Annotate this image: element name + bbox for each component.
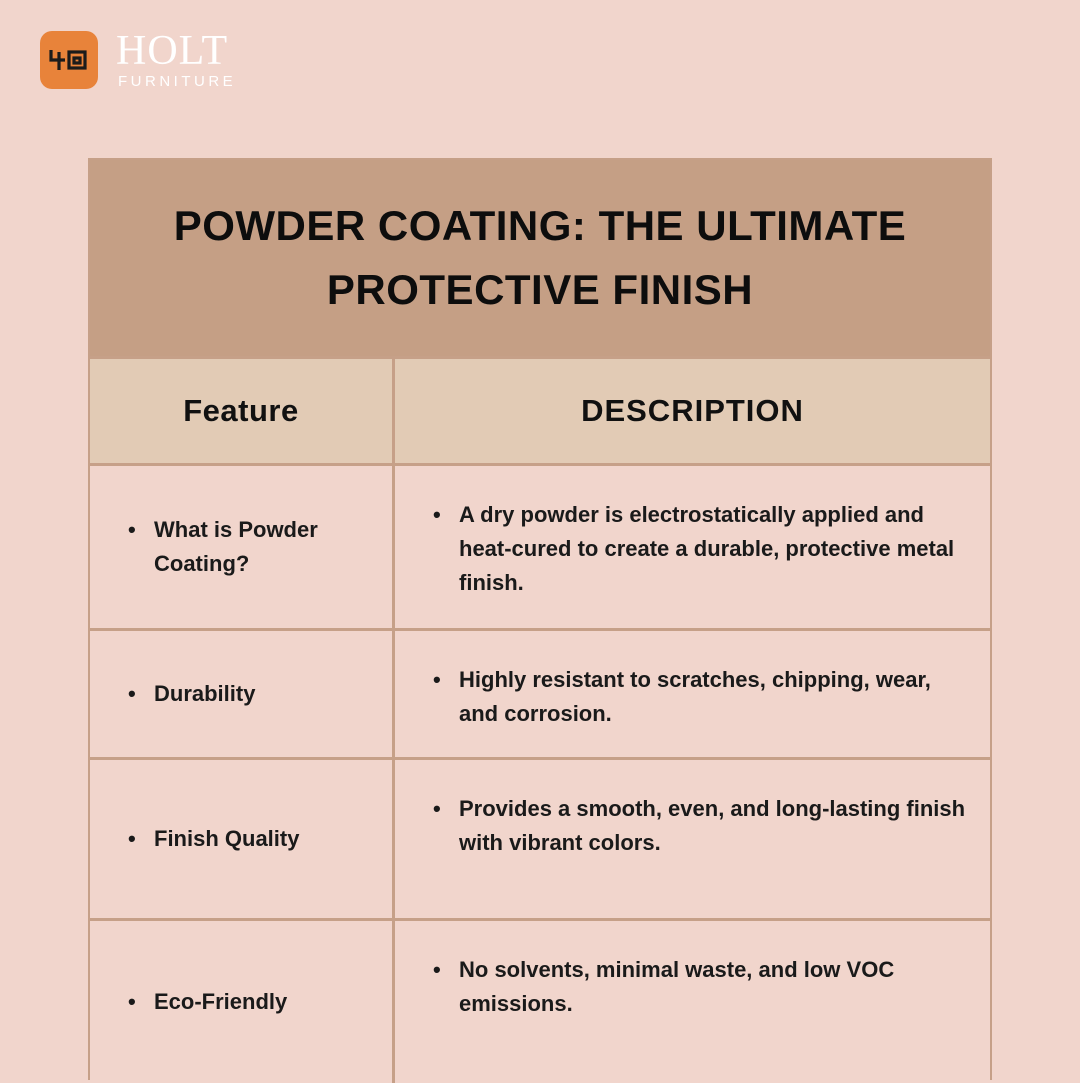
header-description: DESCRIPTION	[392, 359, 990, 463]
holt-logo-mark-icon	[40, 31, 98, 89]
table-header-row	[90, 356, 990, 463]
description-text: A dry powder is electrostatically applied and heat-cured to create a durable, protective metal finish.	[459, 502, 955, 595]
brand-logo	[40, 30, 236, 89]
table-title: POWDER COATING: THE ULTIMATE PROTECTIVE FINISH	[90, 160, 990, 356]
table-row	[90, 918, 990, 1083]
table-row	[90, 463, 990, 628]
brand-name: HOLT	[116, 28, 229, 74]
feature-text: Finish Quality	[154, 826, 300, 851]
feature-cell	[90, 631, 392, 757]
description-cell	[392, 466, 990, 628]
feature-text: What is Powder Coating?	[154, 517, 318, 576]
feature-cell	[90, 466, 392, 628]
bullet-icon: •	[433, 502, 441, 527]
feature-cell	[90, 921, 392, 1083]
bullet-icon: •	[433, 667, 441, 692]
description-text: Highly resistant to scratches, chipping, wear, and corrosion.	[459, 667, 931, 726]
bullet-icon: •	[433, 957, 441, 982]
feature-text: Eco-Friendly	[154, 989, 288, 1014]
description-cell	[392, 631, 990, 757]
description-text: No solvents, minimal waste, and low VOC emissions.	[459, 957, 895, 1016]
bullet-icon: •	[128, 826, 136, 851]
bullet-icon: •	[128, 989, 136, 1014]
header-feature: Feature	[183, 393, 299, 428]
bullet-icon: •	[433, 796, 441, 821]
description-text: Provides a smooth, even, and long-lasting finish with vibrant colors.	[459, 796, 966, 855]
description-cell	[392, 760, 990, 918]
feature-text: Durability	[154, 681, 256, 706]
comparison-table	[88, 158, 992, 1080]
feature-cell	[90, 760, 392, 918]
table-row	[90, 628, 990, 757]
brand-wordmark	[116, 30, 236, 89]
description-cell	[392, 921, 990, 1083]
bullet-icon: •	[128, 681, 136, 706]
brand-tagline: FURNITURE	[118, 73, 237, 90]
bullet-icon: •	[128, 517, 136, 542]
table-row	[90, 757, 990, 918]
